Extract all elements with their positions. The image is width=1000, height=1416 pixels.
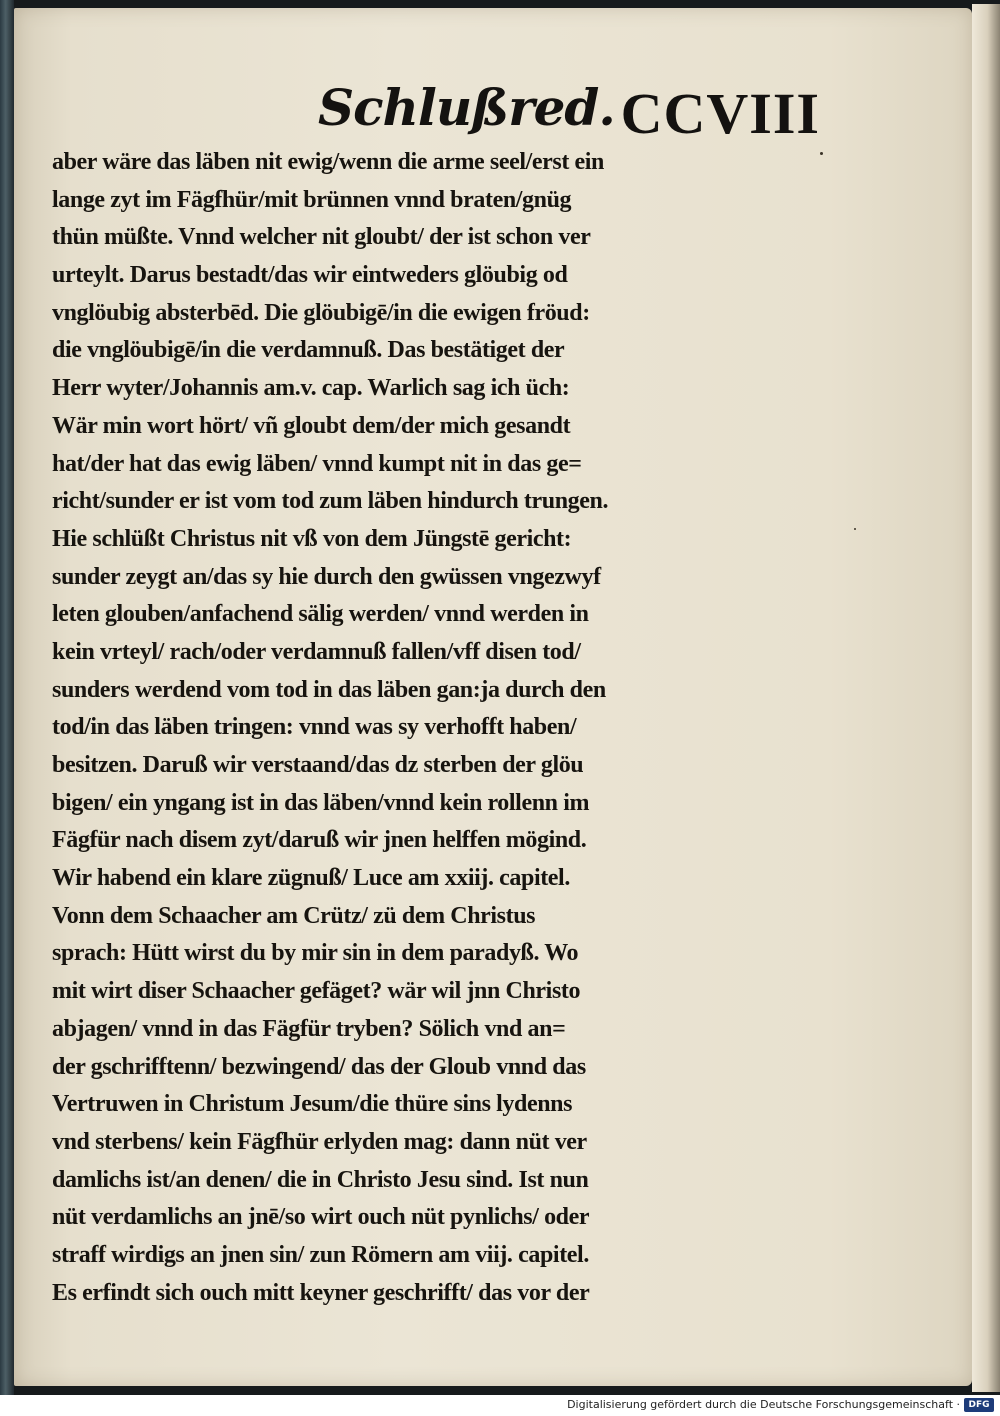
ink-speck: [820, 152, 823, 155]
text-line: sprach: Hütt wirst du by mir sin in dem paradyß. Wo: [52, 940, 579, 967]
text-line: sunder zeygt an/das sy hie durch den gwüssen vngezwyf: [52, 563, 601, 590]
text-line: damlichs ist/an denen/ die in Christo Jesu sind. Ist nun: [52, 1166, 589, 1193]
text-line: lange zyt im Fägfhür/mit brünnen vnnd braten/gnüg: [52, 186, 572, 213]
text-line: Vonn dem Schaacher am Crütz/ zü dem Christus: [52, 902, 536, 929]
text-line: kein vrteyl/ rach/oder verdamnuß fallen/vff disen tod/: [52, 638, 581, 665]
text-line: vnglöubig absterbēd. Die glöubigē/in die ewigen fröud:: [52, 299, 590, 326]
text-line: leten glouben/anfachend sälig werden/ vnnd werden in: [52, 601, 589, 628]
text-line: nüt verdamlichs an jnē/so wirt ouch nüt pynlichs/ oder: [52, 1204, 590, 1231]
text-line: abjagen/ vnnd in das Fägfür tryben? Sölich vnd an=: [52, 1015, 566, 1042]
text-line: Fägfür nach disem zyt/daruß wir jnen helffen mögind.: [52, 827, 587, 854]
text-line: Hie schlüßt Christus nit vß von dem Jüngstē gericht:: [52, 525, 572, 552]
text-line: die vnglöubigē/in die verdamnuß. Das bestätiget der: [52, 337, 565, 364]
text-line: aber wäre das läben nit ewig/wenn die arme seel/erst ein: [52, 149, 604, 175]
funding-credit: Digitalisierung gefördert durch die Deutsche Forschungsgemeinschaft ·: [567, 1398, 960, 1411]
footer-bar: [0, 1395, 1000, 1416]
text-line: sunders werdend vom tod in das läben gan:ja durch den: [52, 676, 606, 703]
text-line: Vertruwen in Christum Jesum/die thüre sins lydenns: [52, 1091, 573, 1118]
text-line: Herr wyter/Johannis am.v. cap. Warlich sag ich üch:: [52, 375, 570, 402]
text-line: Wir habend ein klare zügnuß/ Luce am xxiij. capitel.: [52, 865, 570, 892]
text-line: hat/der hat das ewig läben/ vnnd kumpt nit in das ge=: [52, 450, 582, 477]
text-line: urteylt. Darus bestadt/das wir eintweders glöubig od: [52, 262, 568, 289]
text-line: Es erfindt sich ouch mitt keyner geschrifft/ das vor der: [52, 1279, 590, 1306]
text-line: der gschrifftenn/ bezwingend/ das der Gloub vnnd das: [52, 1053, 586, 1080]
dfg-logo: DFG: [964, 1398, 994, 1412]
page-fore-edge: [972, 4, 1000, 1392]
running-head: [318, 78, 838, 148]
text-line: mit wirt diser Schaacher gefäget? wär wil jnn Christo: [52, 978, 581, 1005]
text-line: besitzen. Daruß wir verstaand/das dz sterben der glöu: [52, 752, 584, 778]
binding-edge: [0, 0, 14, 1395]
text-line: straff wirdigs an jnen sin/ zun Römern am viij. capitel.: [52, 1241, 589, 1268]
text-line: tod/in das läben tringen: vnnd was sy verhofft haben/: [52, 714, 577, 741]
text-line: Wär min wort hört/ vñ gloubt dem/der mich gesandt: [52, 412, 571, 439]
text-block: [52, 144, 752, 1312]
text-line: bigen/ ein yngang ist in das läben/vnnd kein rollenn im: [52, 789, 590, 816]
running-title: Schlußred.: [318, 78, 615, 137]
text-line: vnd sterbens/ kein Fägfhür erlyden mag: dann nüt ver: [52, 1128, 587, 1155]
folio-number: CCVIII: [620, 81, 820, 146]
text-line: richt/sunder er ist vom tod zum läben hindurch trungen.: [52, 488, 609, 515]
text-line: thün müßte. Vnnd welcher nit gloubt/ der ist schon ver: [52, 224, 591, 251]
ink-speck: [854, 528, 856, 530]
